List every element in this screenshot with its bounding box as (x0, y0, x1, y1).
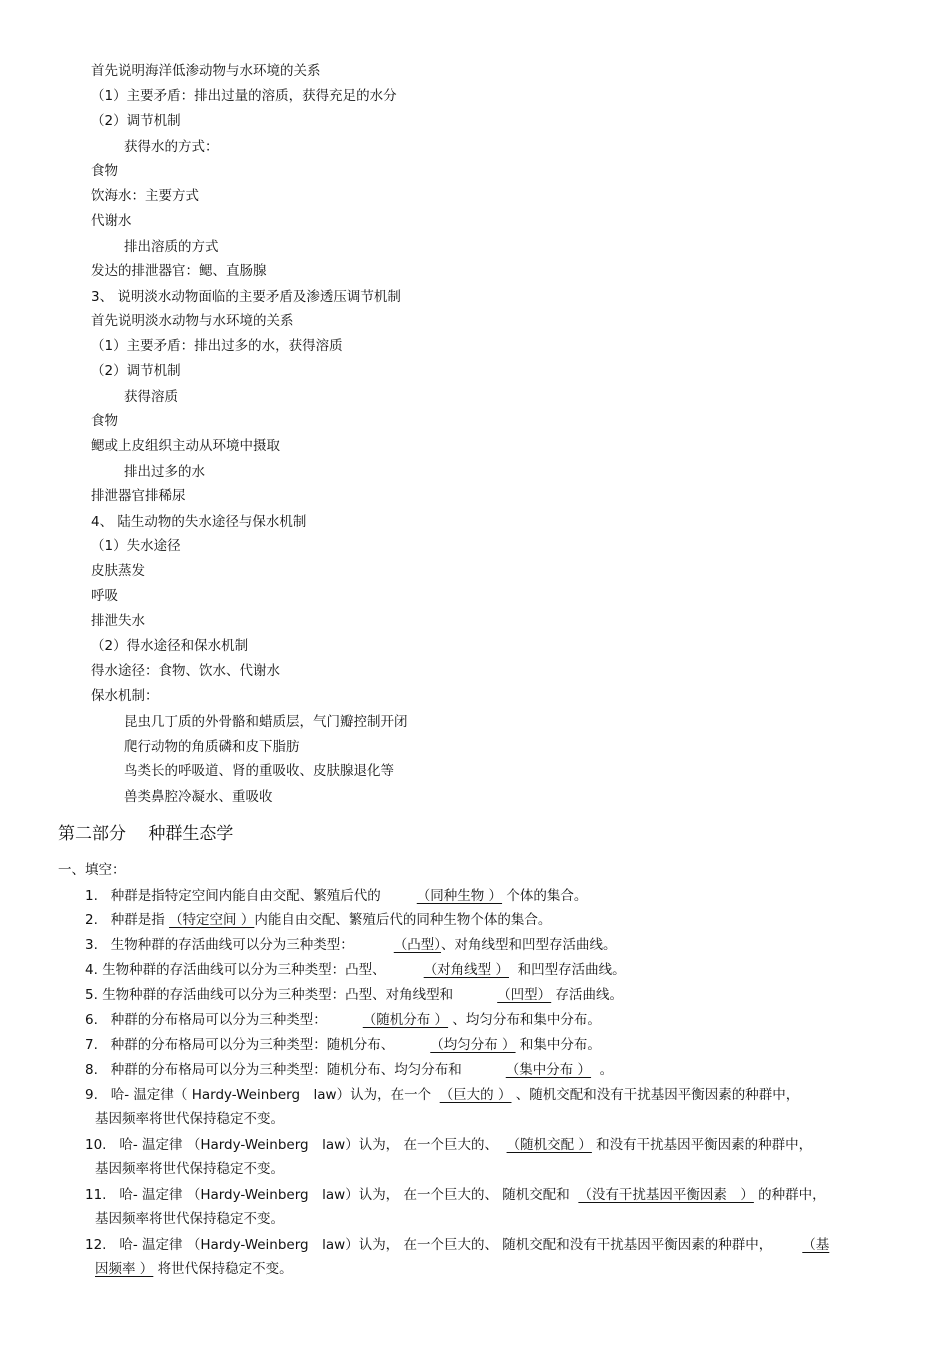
answer-blank: 因频率 ） (95, 1261, 154, 1277)
text-line: 排泄器官排稀尿 (91, 488, 186, 504)
item-text: 内能自由交配、繁殖后代的同种生物个体的集合。 (254, 912, 552, 928)
item-text: 种群是指特定空间内能自由交配、繁殖后代的 (110, 888, 381, 904)
text-line: （1）主要矛盾：排出过量的溶质，获得充足的水分 (91, 88, 397, 104)
item-number: 8. (85, 1062, 98, 1078)
answer-blank: （没有干扰基因平衡因素 ） (578, 1187, 754, 1203)
text-line: 食物 (91, 413, 118, 429)
list-item (85, 936, 617, 954)
section-title: 第二部分 种群生态学 (58, 824, 234, 844)
list-item (85, 1086, 799, 1104)
text-line: 保水机制： (91, 688, 159, 704)
text-line: 4、 陆生动物的失水途径与保水机制 (91, 514, 307, 530)
text-line: 排出过多的水 (124, 464, 205, 480)
item-text: 哈- 温定律 （Hardy-Weinberg law）认为， 在一个巨大的、 随机交配和没有干扰基因平衡因素的种群中， (119, 1237, 773, 1253)
list-item (85, 887, 587, 905)
item-text: 种群的分布格局可以分为三种类型： (110, 1012, 327, 1028)
text-line: 饮海水：主要方式 (91, 188, 199, 204)
item-text: 哈- 温定律 （Hardy-Weinberg law）认为， 在一个巨大的、 随机交配和 (119, 1187, 570, 1203)
item-number: 11. (85, 1187, 107, 1203)
answer-blank: （同种生物 ） (416, 888, 503, 904)
list-item-continuation: 基因频率将世代保持稳定不变。 (95, 1111, 284, 1127)
item-text: 哈- 温定律（ Hardy-Weinberg law）认为，在一个 (110, 1087, 432, 1103)
item-text: 种群是指 (110, 912, 165, 928)
subsection-heading: 一、填空： (58, 862, 126, 878)
item-text: 存活曲线。 (555, 987, 623, 1003)
item-text: 将世代保持稳定不变。 (157, 1261, 293, 1277)
answer-blank: （对角线型 ） (423, 962, 509, 978)
item-text: 生物种群的存活曲线可以分为三种类型：凸型、对角线型和 (102, 987, 454, 1003)
text-line: 首先说明海洋低渗动物与水环境的关系 (91, 63, 321, 79)
answer-blank: （集中分布 ） (505, 1062, 592, 1078)
answer-blank: （凹型） (497, 987, 552, 1003)
text-line: 爬行动物的角质磷和皮下脂肪 (124, 739, 300, 755)
list-item (85, 1011, 601, 1029)
text-line: （1）失水途径 (91, 538, 181, 554)
list-item-continuation: 基因频率将世代保持稳定不变。 (95, 1211, 284, 1227)
answer-blank: （基 (802, 1237, 830, 1253)
item-text: 哈- 温定律 （Hardy-Weinberg law）认为， 在一个巨大的、 (119, 1137, 498, 1153)
item-text: 和凹型存活曲线。 (517, 962, 626, 978)
text-line: 获得水的方式： (124, 139, 219, 155)
text-line: 排出溶质的方式 (124, 239, 219, 255)
list-item (85, 986, 623, 1004)
list-item-continuation (95, 1260, 293, 1278)
item-number: 3. (85, 937, 98, 953)
text-line: 昆虫几丁质的外骨骼和蜡质层，气门瓣控制开闭 (124, 714, 408, 730)
text-line: （2）调节机制 (91, 113, 181, 129)
answer-blank: （巨大的 ） (439, 1087, 512, 1103)
item-number: 6. (85, 1012, 98, 1028)
text-line: 呼吸 (91, 588, 118, 604)
text-line: 排泄失水 (91, 613, 145, 629)
answer-blank: （随机交配 ） (506, 1137, 592, 1153)
item-text: 的种群中， (758, 1187, 826, 1203)
item-number: 5. (85, 987, 98, 1003)
text-line: 获得溶质 (124, 389, 178, 405)
text-line: 鸟类长的呼吸道、肾的重吸收、皮肤腺退化等 (124, 763, 394, 779)
item-number: 9. (85, 1087, 98, 1103)
item-text: 。 (599, 1062, 614, 1078)
item-number: 1. (85, 888, 98, 904)
item-number: 12. (85, 1237, 107, 1253)
list-item (85, 1186, 826, 1204)
text-line: 兽类鼻腔冷凝水、重吸收 (124, 789, 273, 805)
text-line: （2）得水途径和保水机制 (91, 638, 249, 654)
answer-blank: （凸型） (393, 937, 442, 953)
answer-blank: （特定空间 ） (169, 912, 255, 928)
item-text: 种群的分布格局可以分为三种类型：随机分布、 (110, 1037, 395, 1053)
answer-blank: （随机分布 ） (362, 1012, 449, 1028)
item-number: 10. (85, 1137, 107, 1153)
text-line: 鳃或上皮组织主动从环境中摄取 (91, 438, 280, 454)
text-line: 3、 说明淡水动物面临的主要矛盾及渗透压调节机制 (91, 289, 401, 305)
text-line: 代谢水 (91, 213, 132, 229)
text-line: 首先说明淡水动物与水环境的关系 (91, 313, 294, 329)
text-line: 得水途径：食物、饮水、代谢水 (91, 663, 280, 679)
answer-blank: （均匀分布 ） (430, 1037, 516, 1053)
item-number: 7. (85, 1037, 98, 1053)
item-text: 、对角线型和凹型存活曲线。 (441, 937, 617, 953)
item-text: 个体的集合。 (506, 888, 588, 904)
item-text: 生物种群的存活曲线可以分为三种类型： (110, 937, 354, 953)
list-item (85, 1236, 829, 1254)
text-line: 皮肤蒸发 (91, 563, 145, 579)
item-text: 、随机交配和没有干扰基因平衡因素的种群中， (515, 1087, 800, 1103)
item-text: 和集中分布。 (519, 1037, 601, 1053)
list-item-continuation: 基因频率将世代保持稳定不变。 (95, 1161, 284, 1177)
item-number: 4. (85, 962, 98, 978)
list-item (85, 1136, 812, 1154)
item-number: 2. (85, 912, 98, 928)
item-text: 和没有干扰基因平衡因素的种群中， (596, 1137, 813, 1153)
item-text: 生物种群的存活曲线可以分为三种类型：凸型、 (102, 962, 386, 978)
list-item (85, 961, 626, 979)
list-item (85, 1061, 613, 1079)
list-item (85, 911, 551, 929)
text-line: 发达的排泄器官：鳃、直肠腺 (91, 263, 267, 279)
item-text: 、均匀分布和集中分布。 (452, 1012, 601, 1028)
text-line: （1）主要矛盾：排出过多的水，获得溶质 (91, 338, 343, 354)
text-line: （2）调节机制 (91, 363, 181, 379)
text-line: 食物 (91, 163, 118, 179)
list-item (85, 1036, 601, 1054)
item-text: 种群的分布格局可以分为三种类型：随机分布、均匀分布和 (110, 1062, 462, 1078)
